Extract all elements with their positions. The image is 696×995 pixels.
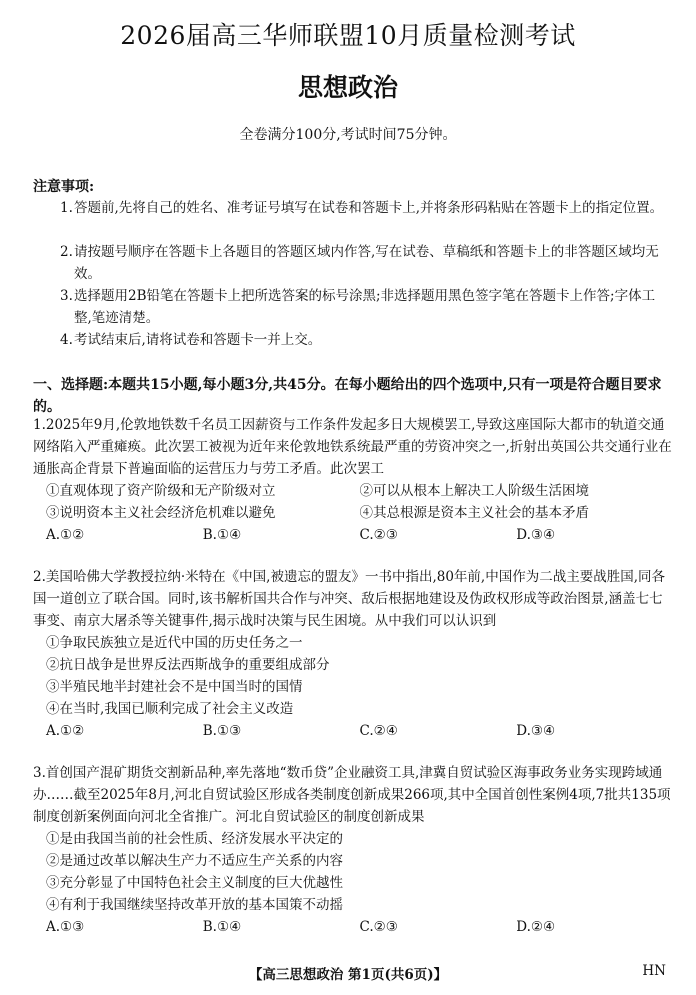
footer-text: 【高三思想政治 第1页(共6页)】 bbox=[248, 967, 448, 983]
option-a: A.①② bbox=[46, 527, 85, 543]
statement: ①直观体现了资产阶级和无产阶级对立 bbox=[46, 483, 276, 499]
statement: ③充分彰显了中国特色社会主义制度的巨大优越性 bbox=[46, 875, 343, 891]
option-row bbox=[33, 524, 673, 546]
notice-number: 4. bbox=[60, 332, 73, 348]
statement-grid bbox=[33, 480, 673, 524]
option-a: A.①③ bbox=[46, 919, 85, 935]
page-footer bbox=[0, 963, 696, 983]
statement: ④其总根源是资本主义社会的基本矛盾 bbox=[359, 505, 589, 521]
question-2 bbox=[33, 566, 673, 742]
option-b: B.①④ bbox=[202, 919, 242, 935]
statement: ①争取民族独立是近代中国的历史任务之一 bbox=[46, 635, 303, 651]
statement: ②是通过改革以解决生产力不适应生产关系的内容 bbox=[46, 853, 343, 869]
statement: ③说明资本主义社会经济危机难以避免 bbox=[46, 505, 276, 521]
section-heading: 一、选择题:本题共15小题,每小题3分,共45分。在每小题给出的四个选项中,只有一项是符合题目要求的。 bbox=[33, 377, 662, 415]
notice-number: 1. bbox=[60, 200, 73, 216]
statement: ④在当时,我国已顺利完成了社会主义改造 bbox=[46, 701, 294, 717]
notice-item bbox=[60, 197, 672, 219]
region-code: HN bbox=[642, 963, 666, 979]
question-1 bbox=[33, 414, 673, 546]
statement: ②抗日战争是世界反法西斯战争的重要组成部分 bbox=[46, 657, 330, 673]
exam-meta: 全卷满分100分,考试时间75分钟。 bbox=[239, 127, 457, 143]
statement: ②可以从根本上解决工人阶级生活困境 bbox=[359, 483, 589, 499]
notice-item bbox=[60, 285, 672, 329]
option-b: B.①④ bbox=[202, 527, 242, 543]
option-c: C.②④ bbox=[359, 723, 398, 739]
option-a: A.①② bbox=[46, 723, 85, 739]
question-stem: 2.美国哈佛大学教授拉纳·米特在《中国,被遗忘的盟友》一书中指出,80年前,中国作为二战主要战胜国,同各国一道创立了联合国。同时,该书解析国共合作与冲突、敌后根据地建设及伪政权形成等政治图景,涵盖七七事变、南京大屠杀等关键事件,揭示战时决策与民生困境。从中我们可以认识到 bbox=[33, 569, 666, 629]
notice-text: 答题前,先将自己的姓名、准考证号填写在试卷和答题卡上,并将条形码粘贴在答题卡上的指定位置。 bbox=[74, 200, 664, 216]
question-stem: 3.首创国产混矿期货交割新品种,率先落地“数币贷”企业融资工具,津冀自贸试验区海事政务业务实现跨域通办……截至2025年8月,河北自贸试验区形成各类制度创新成果266项,其中全国首创性案例4项,7批共135项制度创新案例面向河北全省推广。河北自贸试验区的制度创新成果 bbox=[33, 765, 671, 825]
notice-text: 考试结束后,请将试卷和答题卡一并上交。 bbox=[74, 332, 322, 348]
statement: ①是由我国当前的社会性质、经济发展水平决定的 bbox=[46, 831, 343, 847]
subject-title: 思想政治 bbox=[297, 73, 398, 102]
notice-heading: 注意事项: bbox=[33, 179, 95, 195]
option-b: B.①③ bbox=[202, 723, 242, 739]
notice-number: 3. bbox=[60, 288, 73, 304]
notice-text: 请按题号顺序在答题卡上各题目的答题区域内作答,写在试卷、草稿纸和答题卡上的非答题区域均无效。 bbox=[74, 244, 659, 282]
statement: ④有利于我国继续坚持改革开放的基本国策不动摇 bbox=[46, 897, 343, 913]
exam-title: 2026届高三华师联盟10月质量检测考试 bbox=[120, 21, 576, 50]
question-stem: 1.2025年9月,伦敦地铁数千名员工因薪资与工作条件发起多日大规模罢工,导致这座国际大都市的轨道交通网络陷入严重瘫痪。此次罢工被视为近年来伦敦地铁系统最严重的劳资冲突之一,折射出英国公共交通行业在通胀高企背景下普遍面临的运营压力与劳工矛盾。此次罢工 bbox=[33, 417, 672, 477]
option-row bbox=[33, 720, 673, 742]
option-d: D.②④ bbox=[516, 919, 556, 935]
question-3 bbox=[33, 762, 673, 938]
notice-text: 选择题用2B铅笔在答题卡上把所选答案的标号涂黑;非选择题用黑色签字笔在答题卡上作答;字体工整,笔迹清楚。 bbox=[74, 288, 656, 326]
statement: ③半殖民地半封建社会不是中国当时的国情 bbox=[46, 679, 303, 695]
option-c: C.②③ bbox=[359, 919, 398, 935]
option-row bbox=[33, 916, 673, 938]
option-d: D.③④ bbox=[516, 723, 556, 739]
option-d: D.③④ bbox=[516, 527, 556, 543]
notice-item bbox=[60, 329, 672, 351]
option-c: C.②③ bbox=[359, 527, 398, 543]
notice-number: 2. bbox=[60, 244, 73, 260]
notice-item bbox=[60, 241, 672, 285]
